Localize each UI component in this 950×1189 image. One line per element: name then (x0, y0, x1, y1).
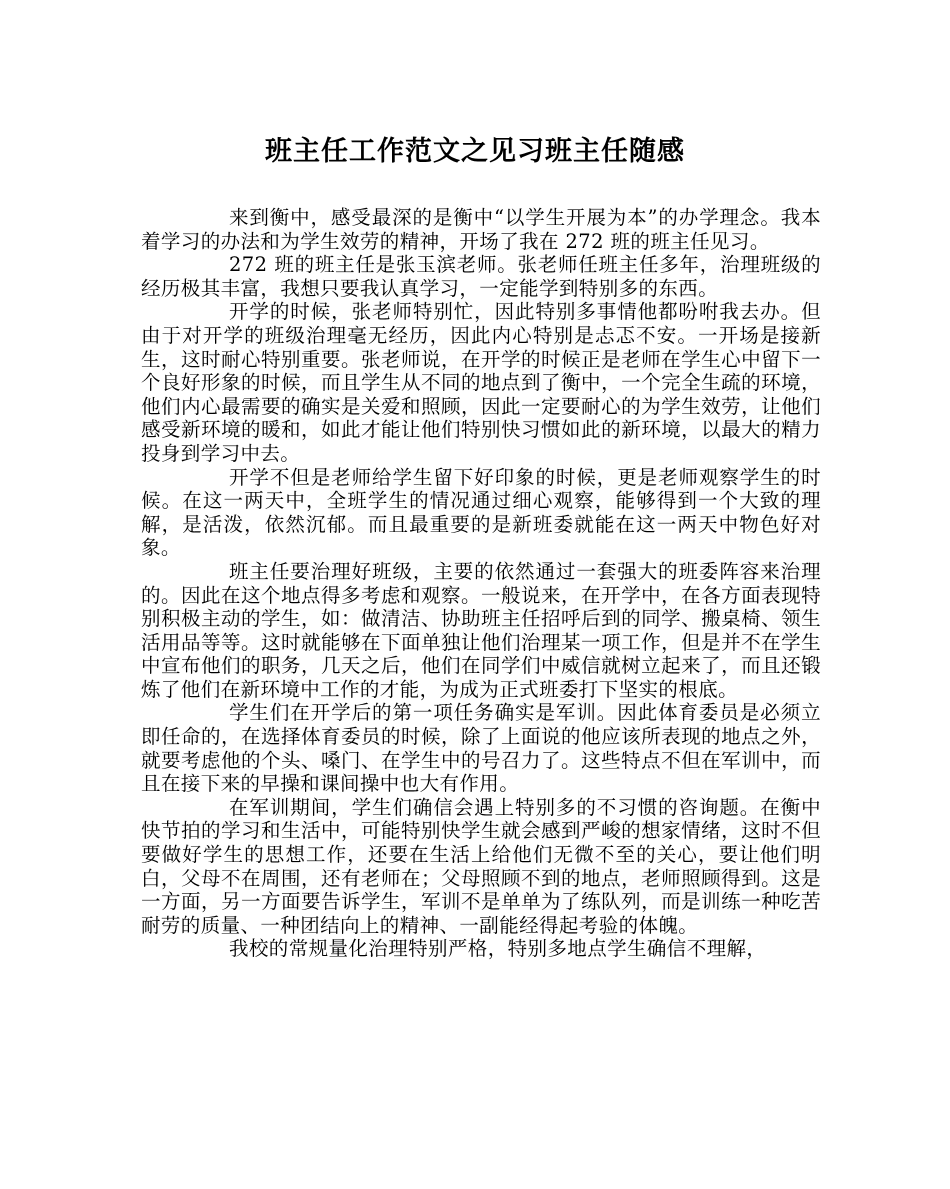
paragraph: 学生们在开学后的第一项任务确实是军训。因此体育委员是必须立即任命的，在选择体育委员的时候，除了上面说的他应该所表现的地点之外，就要考虑他的个头、嗓门、在学生中的号召力了。这些特点不但在军训中，而且在接下来的早操和课间操中也大有作用。 (141, 701, 821, 796)
paragraph: 来到衡中，感受最深的是衡中“以学生开展为本”的办学理念。我本着学习的办法和为学生效劳的精神，开场了我在 272 班的班主任见习。 (141, 206, 821, 253)
paragraph: 班主任要治理好班级，主要的依然通过一套强大的班委阵容来治理的。因此在这个地点得多考虑和观察。一般说来，在开学中，在各方面表现特别积极主动的学生，如：做清洁、协助班主任招呼后到的同学、搬桌椅、领生活用品等等。这时就能够在下面单独让他们治理某一项工作，但是并不在学生中宣布他们的职务，几天之后，他们在同学们中威信就树立起来了，而且还锻炼了他们在新环境中工作的才能，为成为正式班委打下坚实的根底。 (141, 559, 821, 701)
paragraph: 在军训期间，学生们确信会遇上特别多的不习惯的咨询题。在衡中快节拍的学习和生活中，可能特别快学生就会感到严峻的想家情绪，这时不但要做好学生的思想工作，还要在生活上给他们无微不至的关心，要让他们明白，父母不在周围，还有老师在；父母照顾不到的地点，老师照顾得到。这是一方面，另一方面要告诉学生，军训不是单单为了练队列，而是训练一种吃苦耐劳的质量、一种团结向上的精神、一副能经得起考验的体魄。 (141, 795, 821, 937)
paragraph: 272 班的班主任是张玉滨老师。张老师任班主任多年，治理班级的经历极其丰富，我想只要我认真学习，一定能学到特别多的东西。 (141, 253, 821, 300)
paragraph: 开学不但是老师给学生留下好印象的时候，更是老师观察学生的时候。在这一两天中，全班学生的情况通过细心观察，能够得到一个大致的理解，是活泼，依然沉郁。而且最重要的是新班委就能在这一两天中物色好对象。 (141, 465, 821, 560)
document-body (141, 206, 821, 961)
paragraph: 开学的时候，张老师特别忙，因此特别多事情他都吩咐我去办。但由于对开学的班级治理毫无经历，因此内心特别是忐忑不安。一开场是接新生，这时耐心特别重要。张老师说，在开学的时候正是老师在学生心中留下一个良好形象的时候，而且学生从不同的地点到了衡中，一个完全生疏的环境，他们内心最需要的确实是关爱和照顾，因此一定要耐心的为学生效劳，让他们感受新环境的暖和，如此才能让他们特别快习惯如此的新环境，以最大的精力投身到学习中去。 (141, 300, 821, 465)
paragraph: 我校的常规量化治理特别严格，特别多地点学生确信不理解， (229, 937, 767, 961)
document-title: 班主任工作范文之见习班主任随感 (265, 136, 685, 167)
